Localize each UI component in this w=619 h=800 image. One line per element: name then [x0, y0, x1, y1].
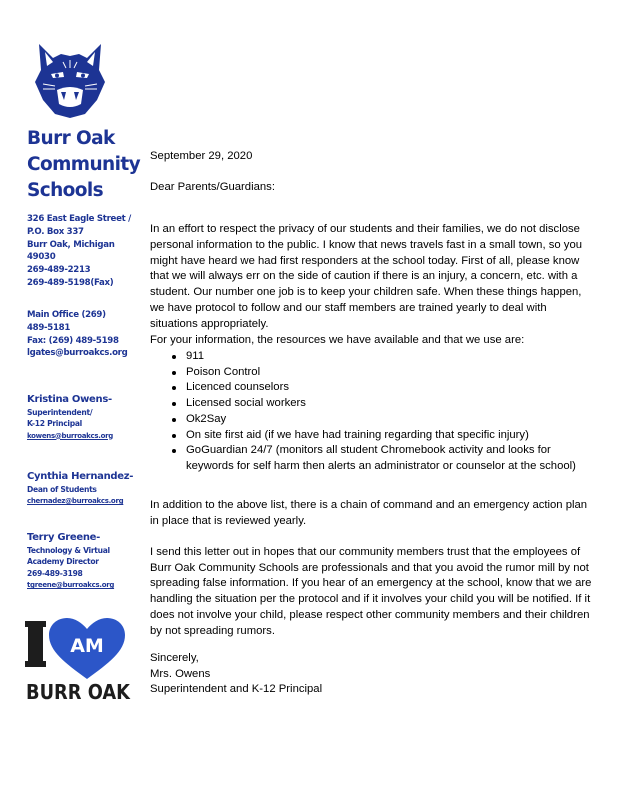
staff-contact-owens: Kristina Owens- Superintendent/ K-12 Principal kowens@burroakcs.org: [27, 394, 113, 440]
letter-paragraph-privacy: In an effort to respect the privacy of our students and their families, we do not disclose personal information to the public. I know that news travels fast in a small town, so you might have heard we had first responders at the school today. First of all, please know that we will always err on the side of caution if there is an injury, a concern, etc. with a student. Our number one job is to keep your children safe. When these things happen, we have protocol to follow and our staff members are trained yearly to deal with situations appropriately.: [150, 223, 583, 330]
i-am-burr-oak-logo: [25, 617, 131, 705]
list-item: On site first aid (if we have had training regarding that specific injury): [150, 428, 595, 444]
letter-salutation: Dear Parents/Guardians:: [150, 181, 275, 193]
letter-paragraph-trust: I send this letter out in hopes that our community members trust that the employees of Burr Oak Community Schools are professionals and that you avoid the rumor mill by not spreading false information. If you hear of an emergency at the school, know that we are handling the situation per the protocol and if it involves your child you will be notified. If it does not involve your child, please respect other community members and their children by not spreading rumors.: [150, 546, 592, 637]
staff-contact-greene: Terry Greene- Technology & Virtual Academy Director 269-489-3198 tgreene@burroakcs.org: [27, 532, 115, 590]
main-office-contact: Main Office (269) 489-5181 Fax: (269) 489-5198 lgates@burroakcs.org: [27, 310, 128, 359]
list-item: Licenced counselors: [150, 380, 595, 396]
svg-text:BURR OAK: BURR OAK: [26, 680, 132, 704]
resources-intro: For your information, the resources we have available and that we use are:: [150, 334, 525, 346]
list-item: Poison Control: [150, 365, 595, 381]
svg-text:AM: AM: [70, 635, 104, 657]
list-item: Licensed social workers: [150, 396, 595, 412]
letter-paragraph-chain-of-command: In addition to the above list, there is a chain of command and an emergency action plan in place that is reviewed yearly.: [150, 499, 588, 527]
wildcat-mascot-icon: [33, 40, 107, 118]
list-item: Ok2Say: [150, 412, 595, 428]
letter-date: September 29, 2020: [150, 150, 253, 162]
school-address: 326 East Eagle Street / P.O. Box 337 Burr Oak, Michigan 49030 269-489-2213 269-489-5198(Fax): [27, 214, 131, 288]
letterhead-sidebar: [0, 0, 140, 800]
staff-contact-hernandez: Cynthia Hernandez- Dean of Students chernadez@burroakcs.org: [27, 471, 134, 506]
letter-signature: Sincerely, Mrs. Owens Superintendent and K-12 Principal: [150, 652, 323, 696]
list-item: GoGuardian 24/7 (monitors all student Chromebook activity and looks for keywords for self harm then alerts an administrator or counselor at the school): [150, 443, 595, 474]
resources-list: [150, 349, 595, 475]
school-name: Burr Oak Community Schools: [27, 128, 141, 201]
list-item: 911: [150, 349, 595, 365]
